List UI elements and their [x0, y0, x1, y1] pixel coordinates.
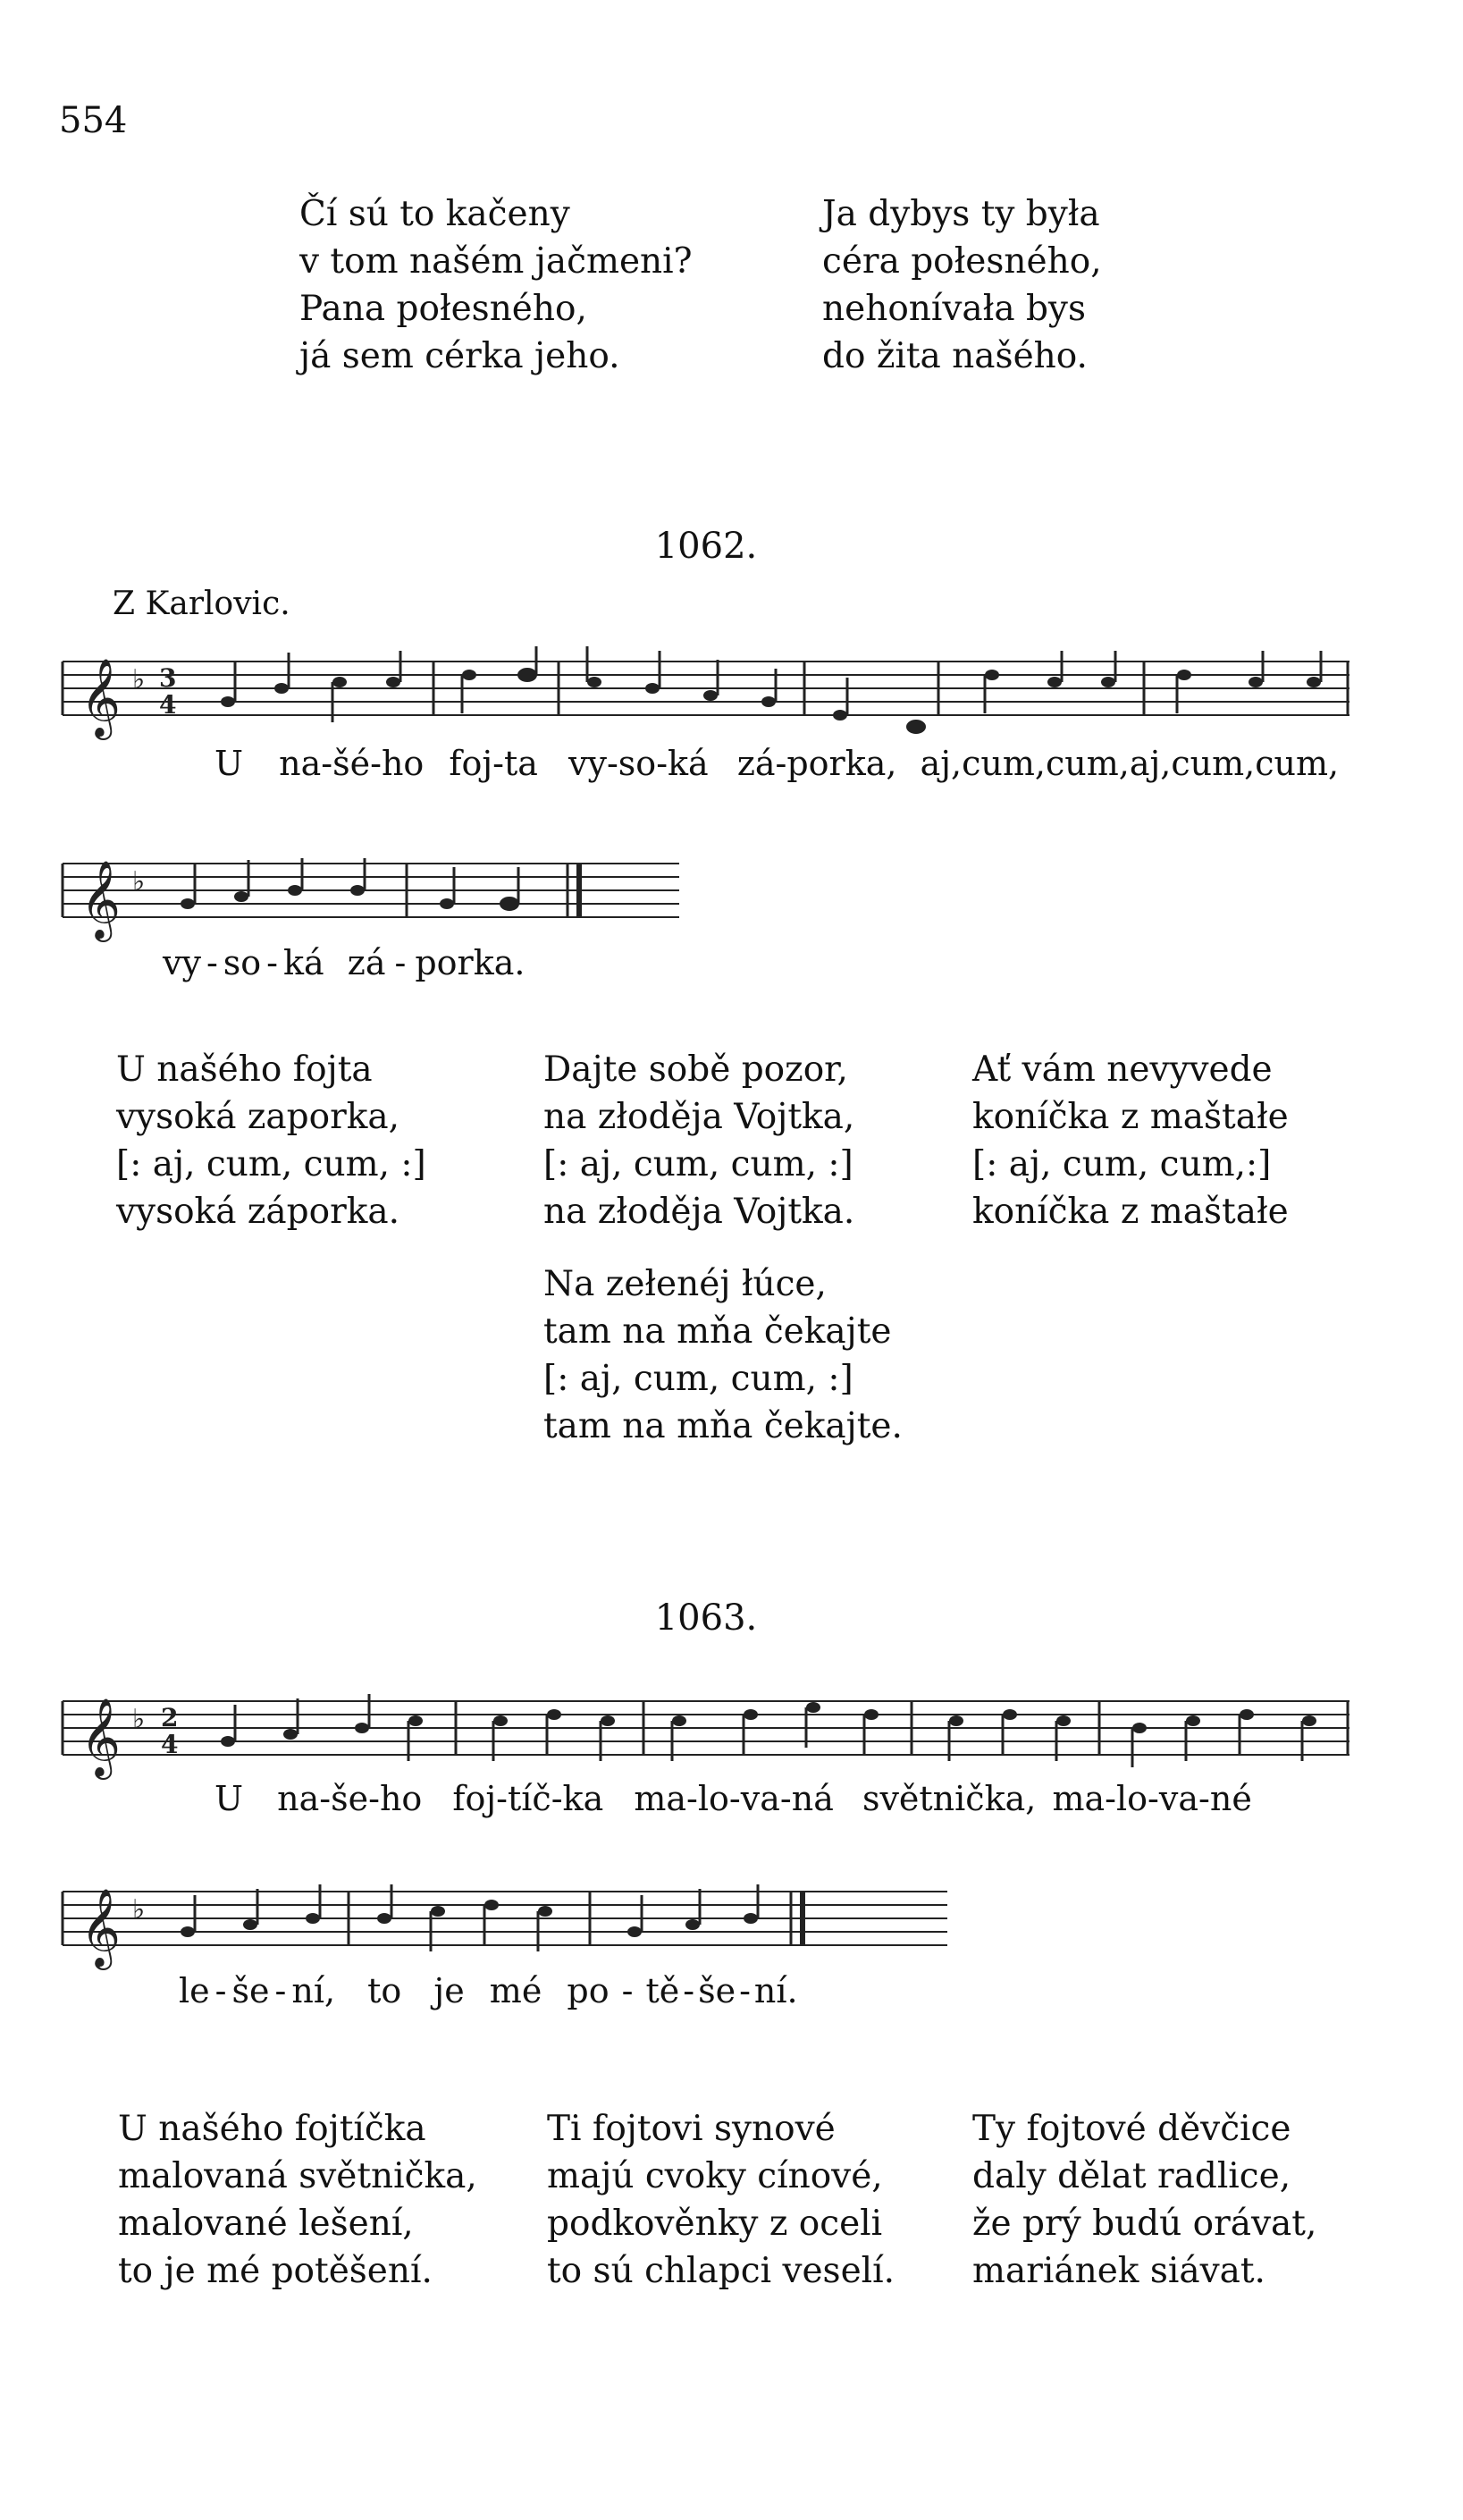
hyphen: -	[779, 1779, 792, 1818]
syllable: še	[331, 1779, 369, 1818]
stanza-1062-3	[972, 1046, 1289, 1235]
stanza-line: malovaná světnička,	[118, 2156, 477, 2196]
stanza-line: majú cvoky cínové,	[547, 2156, 883, 2196]
stanza-line: podkověnky z oceli	[547, 2204, 883, 2244]
stanza-line: Dajte sobě pozor,	[543, 1049, 848, 1090]
treble-clef-icon: 𝄞	[80, 859, 121, 939]
hyphen: -	[1198, 1779, 1210, 1818]
stanza-1063-2	[547, 2105, 895, 2295]
stanza-line: Ti fojtovi synové	[547, 2109, 836, 2149]
hyphen: -	[206, 943, 218, 982]
stanza-line: vysoká záporka.	[116, 1192, 400, 1232]
syllable: ma	[1052, 1779, 1106, 1818]
hyphen: -	[683, 1971, 695, 2010]
syllable: ká	[668, 744, 709, 783]
stanza-line: [: aj, cum, cum, :]	[543, 1144, 853, 1184]
syllable: ho	[381, 744, 425, 783]
stanza-line: U našého fojtíčka	[118, 2109, 426, 2149]
stanza-line: to sú chlapci veselí.	[547, 2251, 895, 2291]
lyrics-1063-staff2	[179, 1971, 798, 2010]
stanza-line: Ja dybys ty była	[822, 194, 1100, 234]
stanza-line: do žita našého.	[822, 336, 1088, 376]
hyphen: -	[368, 1779, 380, 1818]
treble-clef-icon: 𝄞	[80, 1697, 121, 1776]
syllable: po	[567, 1971, 610, 2010]
song-number-1062: 1062.	[654, 526, 758, 567]
syllable: cum,	[1045, 744, 1130, 783]
treble-clef-icon: 𝄞	[80, 1887, 121, 1967]
syllable: še	[231, 1971, 270, 2010]
syllable: ta	[503, 744, 538, 783]
syllable: cum,	[1255, 744, 1340, 783]
stanza-1062-4	[543, 1260, 903, 1450]
syllable: foj	[452, 1779, 497, 1818]
syllable: lo	[1116, 1779, 1148, 1818]
hyphen: -	[621, 1971, 634, 2010]
stanza-line: tam na mňa čekajte.	[543, 1406, 903, 1446]
syllable: né	[1209, 1779, 1252, 1818]
hyphen: -	[370, 744, 382, 783]
syllable: ní.	[753, 1971, 798, 2010]
syllable: ho	[379, 1779, 423, 1818]
stanza-line: Čí sú to kačeny	[299, 194, 570, 234]
syllable: so	[618, 744, 657, 783]
syllable: světnička,	[862, 1779, 1037, 1818]
stanza-line: Pana połesného,	[299, 289, 587, 329]
lyrics-1062-staff1	[214, 744, 1339, 783]
lyrics-1063-staff1	[214, 1779, 1252, 1818]
stanza-1063-3	[972, 2105, 1316, 2295]
stanza-line: na złoděja Vojtka,	[543, 1097, 855, 1137]
syllable: U	[214, 1779, 244, 1818]
stanza-line: já sem cérka jeho.	[299, 336, 620, 376]
time-signature-numerator: 3	[159, 663, 177, 693]
hyphen: -	[214, 1971, 227, 2010]
syllable: ka	[562, 1779, 604, 1818]
stanza-line: malované lešení,	[118, 2204, 414, 2244]
syllable: vy	[568, 744, 607, 783]
flat-icon: ♭	[132, 664, 146, 695]
hyphen: -	[394, 943, 407, 982]
syllable: tě	[645, 1971, 680, 2010]
syllable: lo	[697, 1779, 729, 1818]
syllable: ní,	[291, 1971, 336, 2010]
stanza-line: [: aj, cum, cum, :]	[543, 1359, 853, 1399]
hyphen: -	[739, 1971, 751, 2010]
time-signature-numerator: 2	[161, 1703, 179, 1732]
stanza-line: Ať vám nevyvede	[972, 1049, 1273, 1090]
stanza-line: [: aj, cum, cum, :]	[116, 1144, 426, 1184]
hyphen: -	[656, 744, 668, 783]
syllable: to	[367, 1971, 402, 2010]
flat-icon: ♭	[132, 1704, 146, 1735]
music-staff-1062-1	[63, 642, 1349, 749]
syllable: na	[279, 744, 322, 783]
stanza-line: daly dělat radlice,	[972, 2156, 1291, 2196]
hyphen: -	[1148, 1779, 1159, 1818]
syllable: aj,	[920, 744, 963, 783]
stanza-line: mariánek siávat.	[972, 2251, 1265, 2291]
syllable: so	[223, 943, 262, 982]
top-stanza-1	[299, 190, 693, 380]
stanza-line: Ty fojtové děvčice	[972, 2109, 1291, 2149]
hyphen: -	[686, 1779, 698, 1818]
flat-icon: ♭	[132, 866, 146, 898]
syllable: na	[277, 1779, 320, 1818]
hyphen: -	[606, 744, 618, 783]
stanza-line: [: aj, cum, cum,:]	[972, 1144, 1272, 1184]
music-staff-1063-1	[63, 1685, 1349, 1783]
stanza-line: tam na mňa čekajte	[543, 1311, 892, 1352]
stanza-line: nehonívała bys	[822, 289, 1086, 329]
stanza-1062-2	[543, 1046, 854, 1235]
syllable: še	[698, 1971, 736, 2010]
lyrics-1062-staff2	[163, 943, 525, 982]
syllable: mé	[489, 1971, 542, 2010]
music-staff-1063-2	[63, 1875, 947, 1974]
stanza-1063-1	[118, 2105, 477, 2295]
stanza-line: na złoděja Vojtka.	[543, 1192, 855, 1232]
syllable: va	[1158, 1779, 1198, 1818]
hyphen: -	[321, 744, 333, 783]
song-number-1063: 1063.	[654, 1597, 758, 1639]
stanza-line: U našého fojta	[116, 1049, 373, 1090]
time-signature-denominator: 4	[159, 690, 177, 720]
syllable: je	[433, 1971, 465, 2010]
syllable: U	[214, 744, 244, 783]
stanza-1062-1	[116, 1046, 426, 1235]
top-stanza-2	[822, 190, 1102, 380]
treble-clef-icon: 𝄞	[80, 657, 121, 737]
flat-icon: ♭	[132, 1894, 146, 1926]
hyphen: -	[274, 1971, 287, 2010]
syllable: cum,	[1171, 744, 1256, 783]
syllable: porka,	[786, 744, 897, 783]
hyphen: -	[775, 744, 787, 783]
syllable: cum,	[962, 744, 1046, 783]
page-number: 554	[59, 100, 128, 141]
hyphen: -	[319, 1779, 332, 1818]
syllable: šé	[332, 744, 371, 783]
hyphen: -	[728, 1779, 741, 1818]
syllable: zá	[347, 943, 386, 982]
stanza-line: v tom našém jačmeni?	[299, 241, 693, 282]
stanza-line: céra połesného,	[822, 241, 1102, 282]
stanza-line: koníčka z maštałe	[972, 1097, 1289, 1137]
stanza-line: vysoká zaporka,	[116, 1097, 400, 1137]
time-signature-denominator: 4	[161, 1730, 179, 1759]
stanza-line: že prý budú orávat,	[972, 2204, 1317, 2244]
syllable: ká	[283, 943, 324, 982]
song-origin: Z Karlovic.	[113, 586, 290, 622]
hyphen: -	[492, 744, 504, 783]
stanza-line: to je mé potěšení.	[118, 2251, 433, 2291]
syllable: ma	[634, 1779, 687, 1818]
syllable: tíč	[507, 1779, 551, 1818]
syllable: zá	[736, 744, 776, 783]
syllable: va	[740, 1779, 780, 1818]
hyphen: -	[266, 943, 279, 982]
syllable: porka.	[415, 943, 526, 982]
syllable: le	[179, 1971, 210, 2010]
syllable: vy	[163, 943, 201, 982]
syllable: ná	[791, 1779, 834, 1818]
syllable: foj	[449, 744, 493, 783]
stanza-line: koníčka z maštałe	[972, 1192, 1289, 1232]
music-staff-1062-2	[63, 847, 679, 946]
syllable: aj,	[1129, 744, 1172, 783]
hyphen: -	[496, 1779, 508, 1818]
hyphen: -	[551, 1779, 563, 1818]
stanza-line: Na zełenéj łúce,	[543, 1264, 827, 1304]
hyphen: -	[1105, 1779, 1116, 1818]
